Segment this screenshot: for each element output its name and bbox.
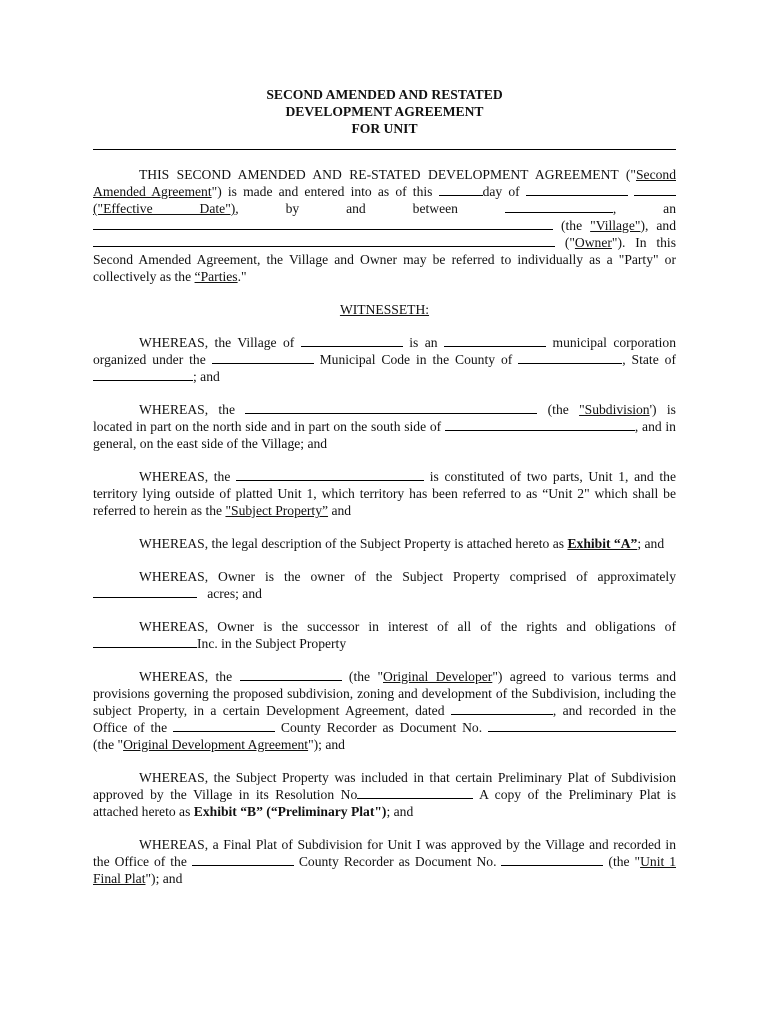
term-unit-1-final-plat: Unit 1 Final Plat	[93, 854, 677, 886]
exhibit-a: Exhibit “A”	[567, 536, 638, 551]
title-line-2: DEVELOPMENT AGREEMENT	[285, 104, 484, 119]
term-second-amended-agreement: Second Amended Agreement	[93, 167, 676, 199]
title-divider	[93, 149, 676, 150]
whereas-final-plat: WHEREAS, a Final Plat of Subdivision for Unit I was approved by the Village and recorded in the Office of the County Recorder as Document No. (the "Unit 1 Final Plat"); and	[93, 837, 677, 886]
term-original-development-agreement: Original Development Agreement	[123, 737, 309, 752]
title-line-3: FOR UNIT	[351, 121, 418, 136]
term-village: "Village"	[590, 218, 641, 233]
blank-owner-name	[93, 234, 555, 247]
whereas-subject-property: WHEREAS, the is constituted of two parts, Unit 1, and the territory lying outside of platted Unit 1, which territory has been referred to as “Unit 2" which shall be referred to herein as the "Subject Property” and	[93, 469, 677, 518]
intro-paragraph: THIS SECOND AMENDED AND RE-STATED DEVELOPMENT AGREEMENT ("Second Amended Agreement") is made and entered into as of this day of ("Effective Date"), by and between , an (the "Village"), and ("Owner"). In this Second Amended Agreement, the Village and Owner may be referred to individually as a "Party" or collectively as the “Parties."	[93, 167, 676, 284]
whereas-subdivision: WHEREAS, the (the "Subdivision') is located in part on the north side and in part on the south side of , and in general, on the east side of the Village; and	[93, 402, 676, 451]
blank-day	[439, 183, 483, 196]
term-owner: Owner	[574, 235, 612, 250]
term-effective-date: ("Effective Date")	[93, 201, 236, 216]
term-subdivision: "Subdivision	[579, 402, 650, 417]
blank-month	[526, 183, 628, 196]
document-page	[93, 86, 676, 887]
whereas-owner-acres: WHEREAS, Owner is the owner of the Subject Property comprised of approximately acres; and	[93, 568, 676, 602]
whereas-preliminary-plat: WHEREAS, the Subject Property was included in that certain Preliminary Plat of Subdivision approved by the Village in its Resolution No A copy of the Preliminary Plat is attached hereto as Exhibit “B” (“Preliminary Plat"); and	[93, 770, 676, 819]
whereas-successor: WHEREAS, Owner is the successor in interest of all of the rights and obligations of Inc. in the Subject Property	[93, 618, 676, 652]
term-parties: “Parties	[194, 269, 238, 284]
exhibit-b: Exhibit “B” (“Preliminary Plat")	[193, 804, 387, 819]
blank-village-name	[505, 200, 613, 213]
blank-village-type	[93, 217, 553, 230]
term-subject-property: "Subject Property”	[225, 503, 329, 518]
whereas-original-developer: WHEREAS, the (the "Original Developer") agreed to various terms and provisions governing the proposed subdivision, zoning and development of the Subdivision, including the subject Property, in a certain Development Agreement, dated , and recorded in the Office of the County Recorder as Document No. (the "Original Development Agreement"); and	[93, 669, 676, 752]
blank-year	[634, 183, 676, 196]
witnesseth-heading: WITNESSETH:	[339, 302, 430, 317]
whereas-legal-description: WHEREAS, the legal description of the Subject Property is attached hereto as Exhibit “A”; and	[139, 536, 665, 551]
title-line-1: SECOND AMENDED AND RESTATED	[266, 87, 503, 102]
whereas-village: WHEREAS, the Village of is an municipal corporation organized under the Municipal Code in the County of , State of ; and	[93, 335, 676, 384]
term-original-developer: Original Developer	[383, 669, 493, 684]
